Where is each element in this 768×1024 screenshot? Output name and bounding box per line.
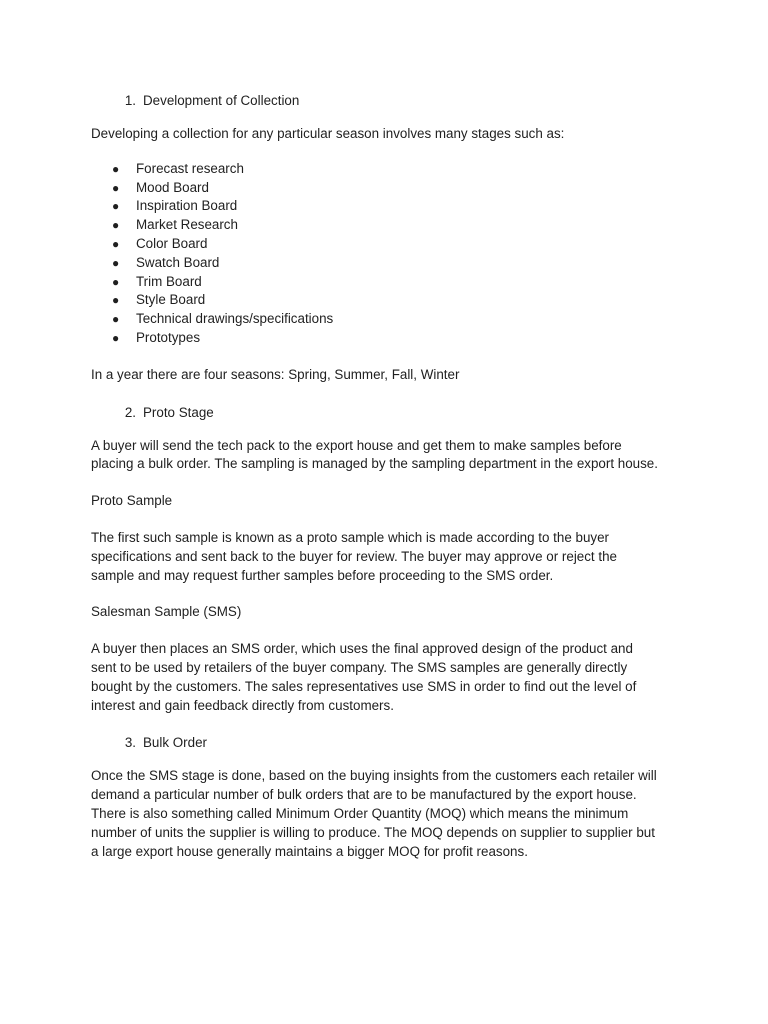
bullet-icon: ●: [112, 274, 120, 289]
bullet-icon: ●: [112, 180, 120, 195]
section-number: 3.: [124, 735, 136, 751]
subheading-proto-sample: Proto Sample: [91, 493, 173, 509]
bullet-icon: ●: [112, 293, 120, 308]
section-number: 2.: [124, 404, 136, 420]
subheading-sms: Salesman Sample (SMS): [91, 604, 242, 620]
list-item: ● Swatch Board: [91, 254, 691, 273]
section-title: Bulk Order: [143, 735, 207, 751]
bullet-icon: ●: [112, 218, 120, 233]
list-item: ● Forecast research: [91, 160, 691, 179]
section-title: Proto Stage: [143, 404, 214, 420]
proto-stage-paragraph: A buyer will send the tech pack to the export house and get them to make samples before placing a bulk order. The sampling is managed by the sampling department in the export house.: [91, 437, 658, 472]
section-heading-proto-stage: [91, 403, 691, 422]
list-item: ● Market Research: [91, 216, 691, 235]
intro-paragraph: Developing a collection for any particular season involves many stages such as:: [91, 126, 565, 141]
bullet-icon: ●: [112, 236, 120, 251]
bullet-icon: ●: [112, 312, 120, 327]
list-item: ● Prototypes: [91, 329, 691, 348]
section-title: Development of Collection: [143, 93, 300, 108]
bullet-icon: ●: [112, 161, 120, 176]
seasons-paragraph: In a year there are four seasons: Spring, Summer, Fall, Winter: [91, 366, 460, 382]
sms-paragraph: A buyer then places an SMS order, which uses the final approved design of the product and sent to be used by retailers of the buyer company. The SMS samples are generally directly bought by the customers. The sales representatives use SMS in order to find out the level of interest and gain feedback directly from customers.: [91, 641, 637, 713]
bullet-icon: ●: [112, 199, 120, 214]
section-heading-development: [91, 91, 691, 110]
list-item: ● Trim Board: [91, 273, 691, 292]
stages-list: [91, 160, 691, 348]
list-item: ● Style Board: [91, 291, 691, 310]
proto-sample-paragraph: The first such sample is known as a proto sample which is made according to the buyer specifications and sent back to the buyer for review. The buyer may approve or reject the sample and may request further samples before proceeding to the SMS order.: [91, 529, 617, 583]
bulk-order-paragraph: Once the SMS stage is done, based on the buying insights from the customers each retailer will demand a particular number of bulk orders that are to be manufactured by the export house. There is also something called Minimum Order Quantity (MOQ) which means the minimum number of units the supplier is willing to produce. The MOQ depends on supplier to supplier but a large export house generally maintains a bigger MOQ for profit reasons.: [91, 768, 657, 859]
bullet-icon: ●: [112, 255, 120, 270]
document-page: [91, 91, 691, 861]
bullet-icon: ●: [112, 330, 120, 345]
list-item: ● Mood Board: [91, 179, 691, 198]
section-heading-bulk-order: [91, 733, 691, 752]
section-number: 1.: [124, 93, 136, 108]
list-item: ● Color Board: [91, 235, 691, 254]
list-item: ● Inspiration Board: [91, 197, 691, 216]
list-item: ● Technical drawings/specifications: [91, 310, 691, 329]
